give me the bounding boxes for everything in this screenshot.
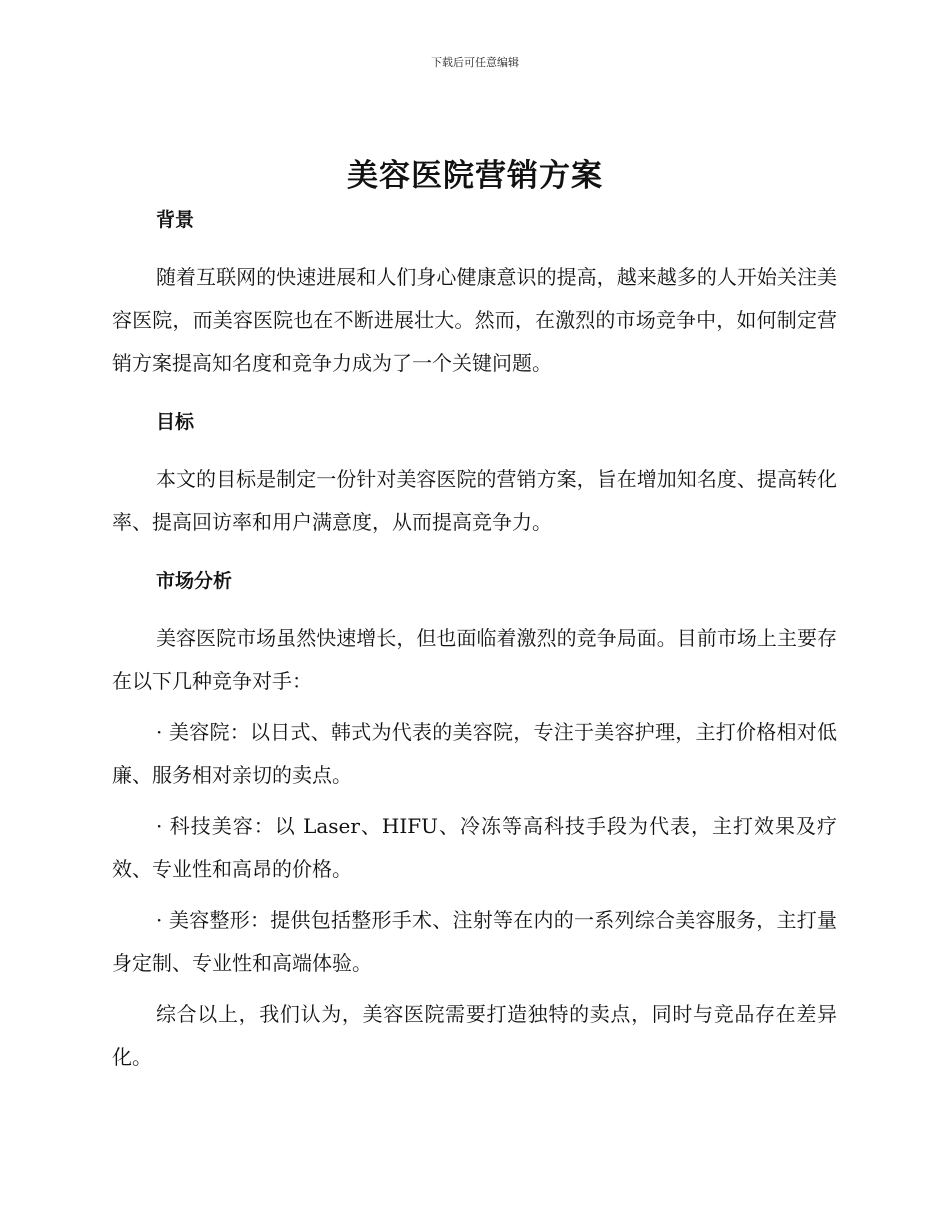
header-note: 下载后可任意编辑 <box>431 56 519 69</box>
paragraph-conclusion: 综合以上，我们认为，美容医院需要打造独特的卖点，同时与竞品存在差异化。 <box>112 1002 837 1069</box>
bullet-item-tech-beauty: · 科技美容：以 Laser、HIFU、冷冻等高科技手段为代表，主打效果及疗效、专业性和高昂的价格。 <box>112 814 837 881</box>
section-heading-market-analysis: 市场分析 <box>156 570 233 592</box>
paragraph: 随着互联网的快速进展和人们身心健康意识的提高，越来越多的人开始关注美容医院，而美容医院也在不断进展壮大。然而，在激烈的市场竞争中，如何制定营销方案提高知名度和竞争力成为了一个关键问题。 <box>112 265 837 375</box>
section-heading-goals: 目标 <box>156 411 195 433</box>
document-title: 美容医院营销方案 <box>347 158 603 194</box>
bullet-item-beauty-salon: · 美容院：以日式、韩式为代表的美容院，专注于美容护理，主打价格相对低廉、服务相对亲切的卖点。 <box>112 720 837 787</box>
document-body <box>112 204 837 1079</box>
paragraph: 本文的目标是制定一份针对美容医院的营销方案，旨在增加知名度、提高转化率、提高回访率和用户满意度，从而提高竞争力。 <box>112 467 837 534</box>
paragraph: 美容医院市场虽然快速增长，但也面临着激烈的竞争局面。目前市场上主要存在以下几种竞争对手： <box>112 626 837 693</box>
bullet-item-cosmetic-surgery: · 美容整形：提供包括整形手术、注射等在内的一系列综合美容服务，主打量身定制、专业性和高端体验。 <box>112 908 837 975</box>
section-heading-background: 背景 <box>156 209 195 231</box>
